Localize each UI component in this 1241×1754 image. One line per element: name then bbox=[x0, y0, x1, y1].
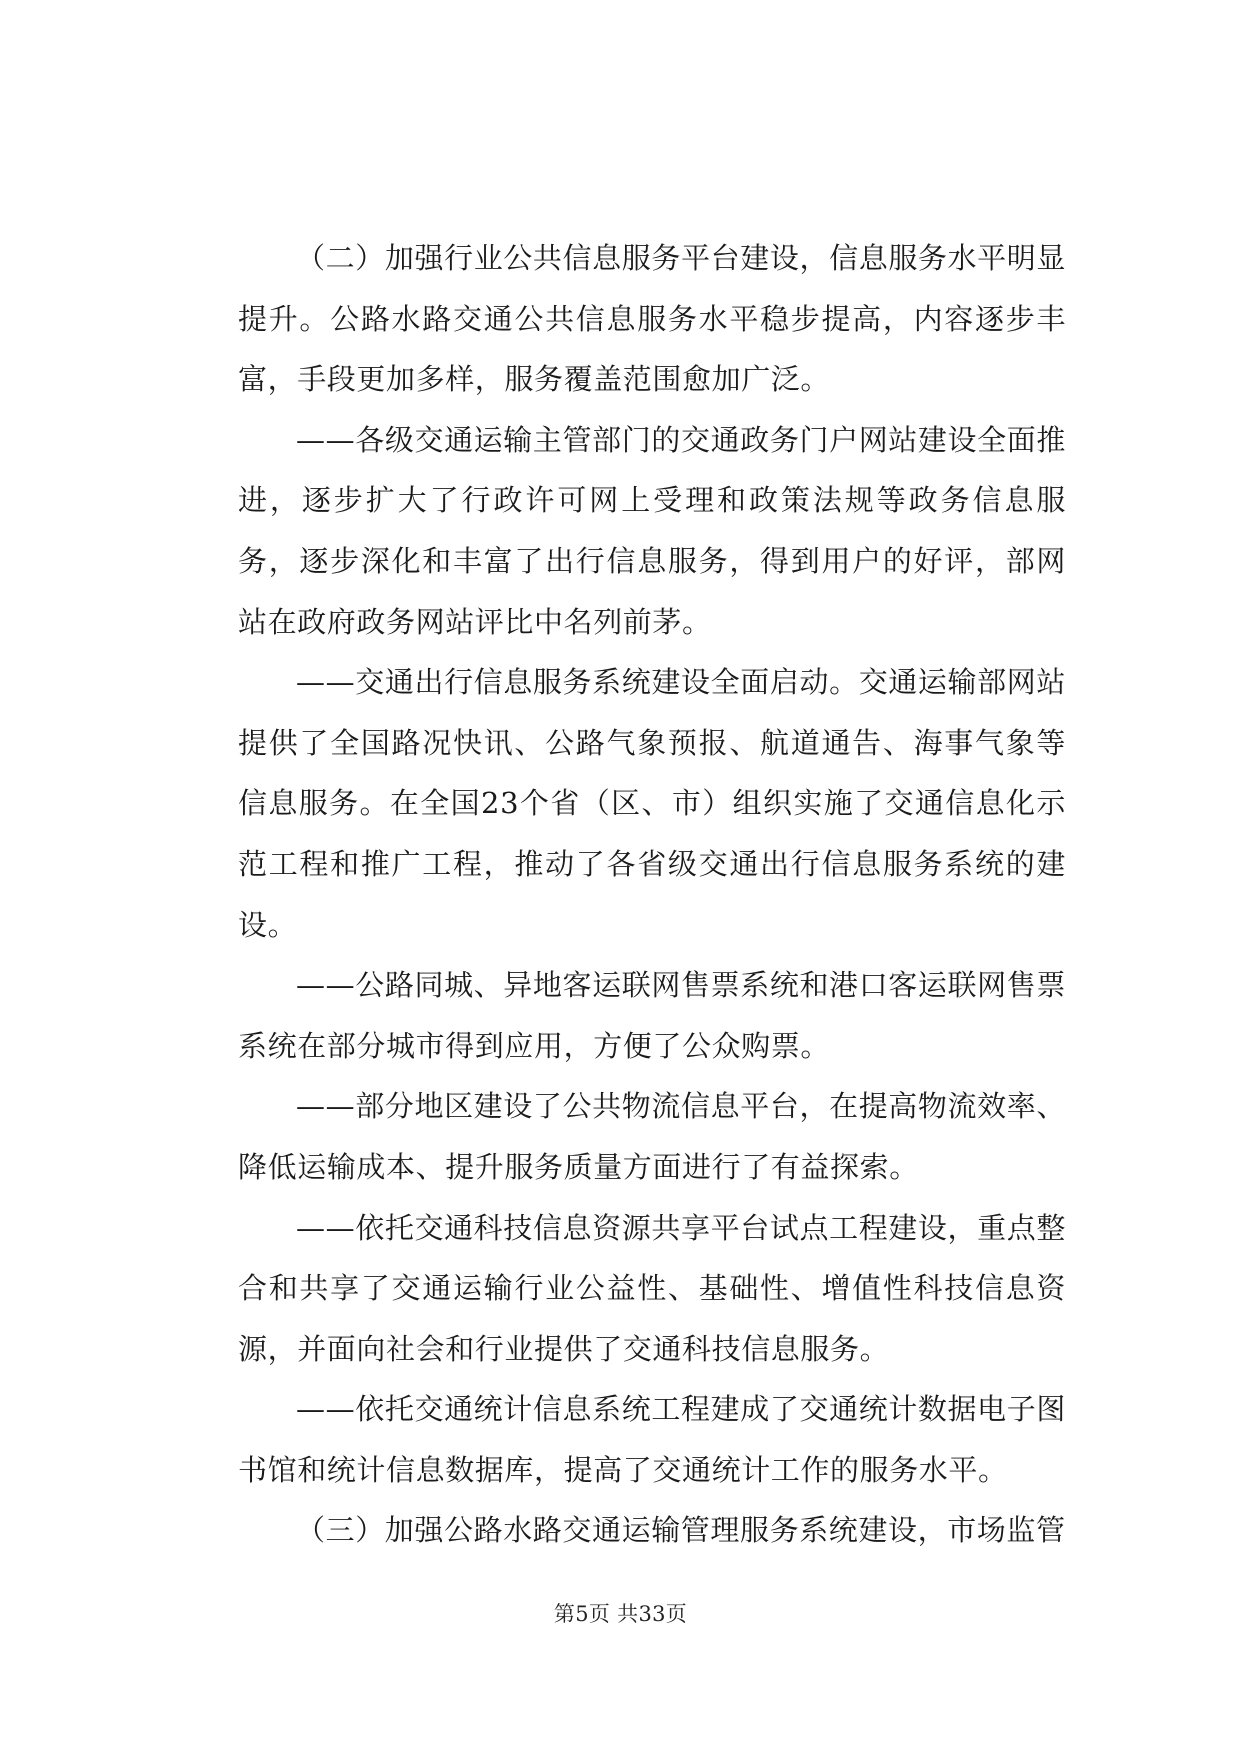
paragraph-logistics-platform: ——部分地区建设了公共物流信息平台，在提高物流效率、降低运输成本、提升服务质量方面进行了有益探索。 bbox=[238, 1089, 1066, 1184]
document-body bbox=[238, 228, 1066, 1561]
paragraph-section-3-heading: （三）加强公路水路交通运输管理服务系统建设，市场监管 bbox=[296, 1513, 1066, 1548]
paragraph-statistics-system: ——依托交通统计信息系统工程建成了交通统计数据电子图书馆和统计信息数据库，提高了交通统计工作的服务水平。 bbox=[238, 1392, 1066, 1487]
paragraph-section-2-heading: （二）加强行业公共信息服务平台建设，信息服务水平明显提升。公路水路交通公共信息服务水平稳步提高，内容逐步丰富，手段更加多样，服务覆盖范围愈加广泛。 bbox=[238, 241, 1066, 397]
paragraph-travel-info-system: ——交通出行信息服务系统建设全面启动。交通运输部网站提供了全国路况快讯、公路气象预报、航道通告、海事气象等信息服务。在全国23个省（区、市）组织实施了交通信息化示范工程和推广工程，推动了各省级交通出行信息服务系统的建设。 bbox=[238, 665, 1066, 942]
paragraph-portal-websites: ——各级交通运输主管部门的交通政务门户网站建设全面推进，逐步扩大了行政许可网上受理和政策法规等政务信息服务，逐步深化和丰富了出行信息服务，得到用户的好评，部网站在政府政务网站评比中名列前茅。 bbox=[238, 422, 1066, 639]
paragraph-sci-tech-sharing: ——依托交通科技信息资源共享平台试点工程建设，重点整合和共享了交通运输行业公益性、基础性、增值性科技信息资源，并面向社会和行业提供了交通科技信息服务。 bbox=[238, 1210, 1066, 1366]
paragraph-ticketing-system: ——公路同城、异地客运联网售票系统和港口客运联网售票系统在部分城市得到应用，方便了公众购票。 bbox=[238, 968, 1066, 1063]
page-footer-label: 第5页 共33页 bbox=[553, 1602, 688, 1626]
